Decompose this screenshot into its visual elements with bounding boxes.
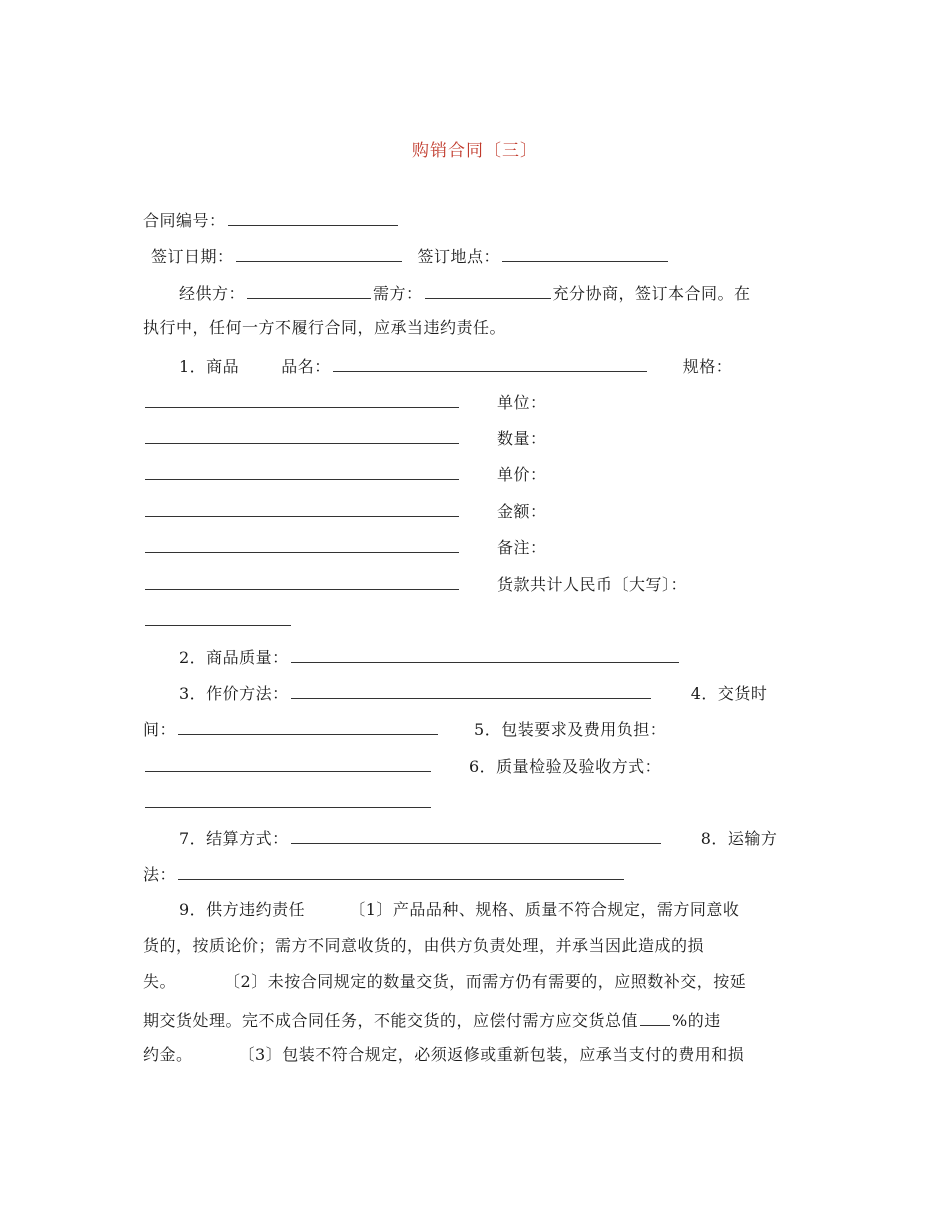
intro-line-2: 执行中，任何一方不履行合同，应承当违约责任。 <box>143 318 507 337</box>
settlement-label: 7．结算方式： <box>179 829 289 848</box>
breach-line-5 <box>143 1045 744 1065</box>
sign-place-field[interactable] <box>502 245 668 262</box>
goods-label: 1．商品 <box>179 357 240 376</box>
quality-label: 2．商品质量： <box>179 648 289 667</box>
qty-label: 数量： <box>497 429 547 448</box>
breach-text-5a: 约金。 <box>143 1045 193 1064</box>
breach-item-3: 〔3〕包装不符合规定，必须返修或重新包装，应承当支付的费用和损 <box>238 1045 745 1064</box>
total-field[interactable] <box>145 609 291 626</box>
spec-field[interactable] <box>145 391 459 408</box>
sign-place-label: 签订地点： <box>417 247 501 266</box>
packing-field[interactable] <box>145 755 431 772</box>
supplier-field[interactable] <box>247 282 371 299</box>
transport-label: 8．运输方 <box>700 829 778 848</box>
contract-number-label: 合同编号： <box>143 211 226 230</box>
price-line <box>143 463 547 485</box>
breach-item-1: 〔1〕产品品种、规格、质量不符合规定，需方同意收 <box>349 900 740 919</box>
price-label: 单价： <box>497 465 547 484</box>
breach-line-1 <box>179 900 739 920</box>
delivery-label: 4．交货时 <box>690 684 768 703</box>
transport-line <box>143 863 626 885</box>
pricing-line <box>179 682 767 704</box>
total-label: 货款共计人民币〔大写〕： <box>497 575 688 594</box>
packing-label: 5．包装要求及费用负担： <box>474 720 667 739</box>
supplier-label: 经供方： <box>179 284 246 303</box>
inspection-line <box>143 755 661 777</box>
price-field[interactable] <box>145 500 459 517</box>
product-name-label: 品名： <box>281 357 331 376</box>
breach-line-2: 货的，按质论价；需方不同意收货的，由供方负责处理，并承当因此造成的损 <box>143 936 705 955</box>
contract-number-field[interactable] <box>228 209 398 226</box>
document-title: 购销合同〔三〕 <box>412 141 538 161</box>
penalty-percent-field[interactable] <box>640 1009 670 1026</box>
pricing-label: 3．作价方法： <box>179 684 289 703</box>
breach-line-4 <box>143 1009 721 1031</box>
qty-field[interactable] <box>145 463 459 480</box>
buyer-label: 需方： <box>373 284 423 303</box>
delivery-line <box>143 718 666 740</box>
transport-label-cont: 法： <box>143 865 177 884</box>
breach-heading: 9．供方违约责任 <box>179 900 306 919</box>
remark-label: 备注： <box>497 538 547 557</box>
spec-label: 规格： <box>682 357 733 376</box>
sign-date-label: 签订日期： <box>151 247 234 266</box>
breach-item-2: 〔2〕未按合同规定的数量交货，而需方仍有需要的，应照数补交，按延 <box>224 972 747 991</box>
qty-line <box>143 427 547 449</box>
unit-field[interactable] <box>145 427 459 444</box>
breach-text-3a: 失。 <box>143 972 177 991</box>
total-field-line <box>143 609 293 631</box>
product-name-field[interactable] <box>333 355 647 372</box>
intro-text: 充分协商，签订本合同。在 <box>552 284 751 303</box>
amount-field[interactable] <box>145 536 459 553</box>
goods-line <box>179 355 732 377</box>
amount-line <box>143 500 547 522</box>
sign-line <box>151 245 670 267</box>
breach-line-3 <box>143 972 746 992</box>
intro-line-1 <box>179 282 751 304</box>
quality-line <box>179 646 681 668</box>
settlement-field[interactable] <box>291 827 661 844</box>
amount-label: 金额： <box>497 502 547 521</box>
quality-field[interactable] <box>291 646 679 663</box>
pricing-field[interactable] <box>291 682 651 699</box>
transport-field[interactable] <box>178 863 624 880</box>
unit-label: 单位： <box>497 393 547 412</box>
buyer-field[interactable] <box>425 282 551 299</box>
total-line <box>143 573 687 595</box>
inspection-label: 6．质量检验及验收方式： <box>469 757 662 776</box>
unit-line <box>143 391 547 413</box>
remark-line <box>143 536 547 558</box>
breach-text-4a: 期交货处理。完不成合同任务，不能交货的，应偿付需方应交货总值 <box>143 1011 639 1030</box>
breach-text-4b: %的违 <box>672 1011 721 1030</box>
contract-number-line <box>143 209 400 231</box>
remark-field[interactable] <box>145 573 459 590</box>
delivery-field[interactable] <box>178 718 438 735</box>
delivery-label-cont: 间： <box>143 720 177 739</box>
inspection-field-line <box>143 791 433 813</box>
inspection-field[interactable] <box>145 791 431 808</box>
settlement-line <box>179 827 777 849</box>
sign-date-field[interactable] <box>236 245 402 262</box>
